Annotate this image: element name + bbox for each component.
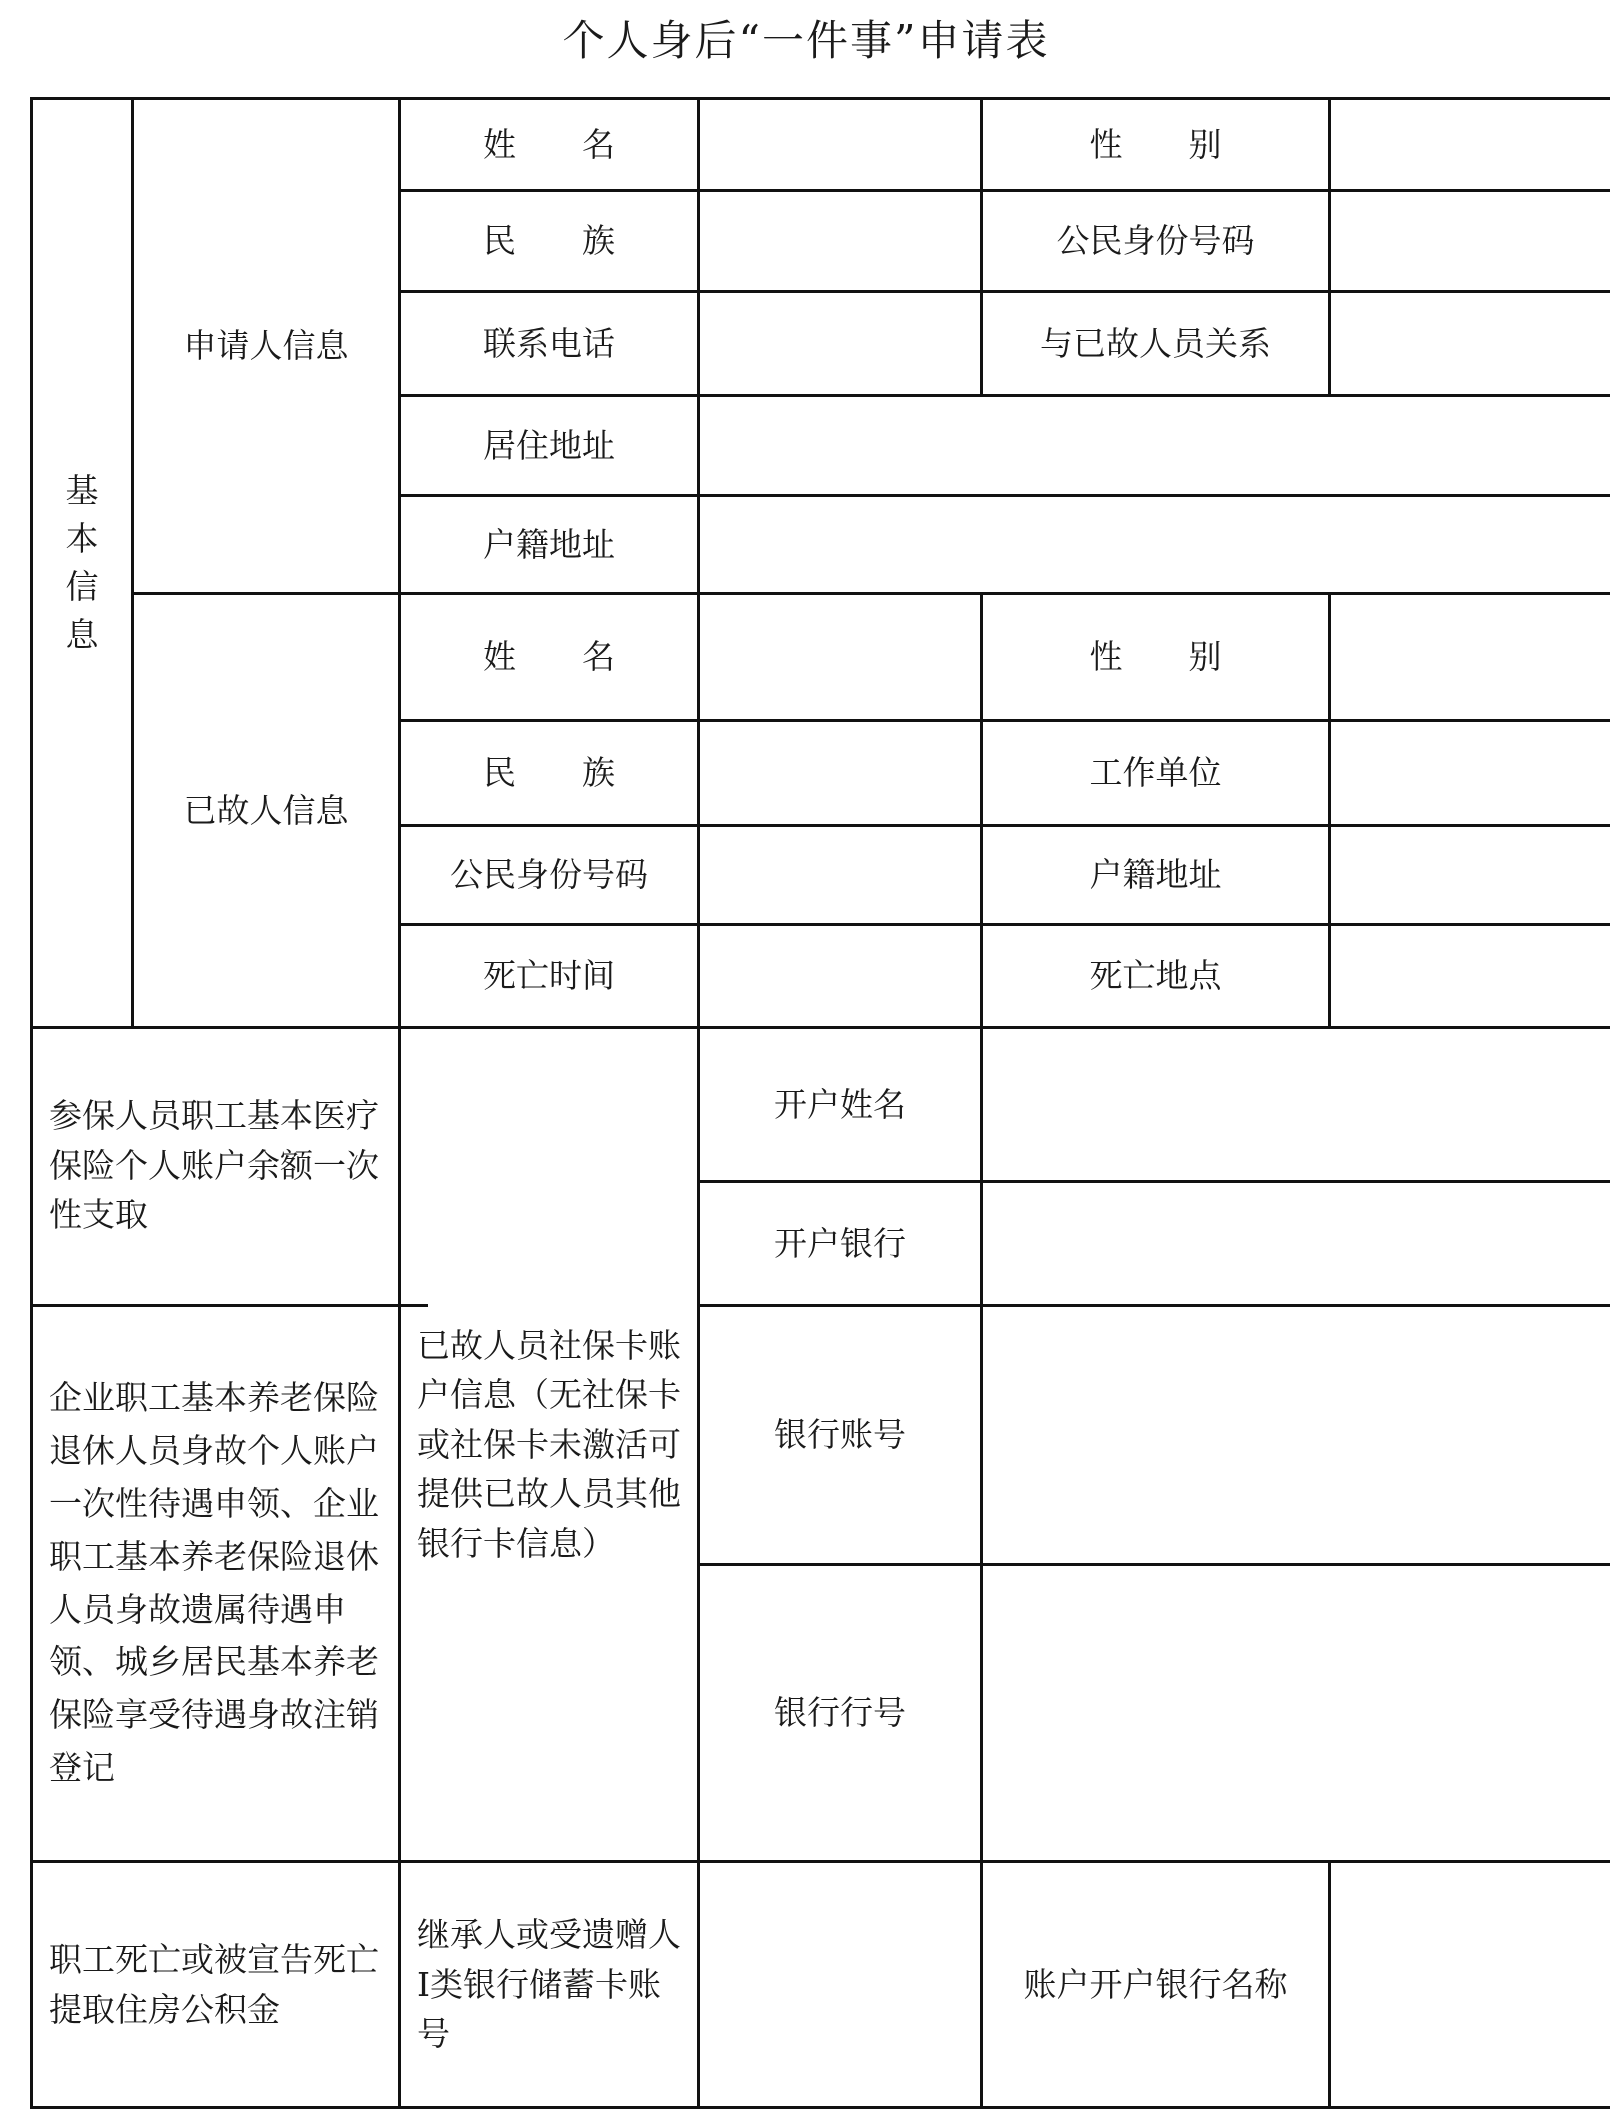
applicant-household-field[interactable]	[700, 497, 1610, 592]
social-security-card-info-label: 已故人员社保卡账户信息（无社保卡或社保卡未激活可提供已故人员其他银行卡信息）	[417, 1325, 681, 1563]
heir-account-field[interactable]	[700, 1863, 980, 2106]
deceased-id-number-field[interactable]	[700, 827, 980, 923]
deceased-gender-field[interactable]	[1331, 595, 1610, 719]
deceased-section-label: 已故人信息	[183, 790, 349, 830]
basic-info-group-label	[33, 100, 131, 1026]
bank-name-label: 账户开户银行名称	[1023, 1964, 1288, 2004]
applicant-ethnicity-field[interactable]	[700, 192, 980, 290]
deceased-name-field[interactable]	[700, 595, 980, 719]
group-label-char: 信	[65, 567, 99, 606]
applicant-gender-field[interactable]	[1331, 100, 1610, 189]
applicant-name-field[interactable]	[700, 100, 980, 189]
account-bank-label: 开户银行	[774, 1223, 906, 1263]
table-border-bottom	[30, 2106, 1610, 2109]
pension-item-label: 企业职工基本养老保险退休人员身故个人账户一次性待遇申领、企业职工基本养老保险退休人员身故遗属待遇申领、城乡居民基本养老保险享受待遇身故注销登记	[49, 1378, 379, 1787]
deceased-employer-label: 工作单位	[1089, 753, 1222, 793]
bank-code-field[interactable]	[983, 1566, 1610, 1860]
applicant-relation-label: 与已故人员关系	[1040, 323, 1271, 363]
applicant-residence-label: 居住地址	[483, 425, 615, 465]
housing-fund-item-label: 职工死亡或被宣告死亡提取住房公积金	[49, 1940, 379, 2029]
medical-insurance-item-label: 参保人员职工基本医疗保险个人账户余额一次性支取	[49, 1096, 379, 1234]
applicant-id-number-label: 公民身份号码	[1056, 221, 1255, 261]
group-label-char: 本	[65, 519, 99, 559]
deceased-ethnicity-label: 民 族	[483, 753, 615, 793]
applicant-household-label: 户籍地址	[483, 524, 615, 564]
applicant-phone-field[interactable]	[700, 293, 980, 394]
deceased-death-time-field[interactable]	[700, 926, 980, 1026]
deceased-employer-field[interactable]	[1331, 722, 1610, 824]
deceased-household-label: 户籍地址	[1089, 855, 1222, 895]
account-number-field[interactable]	[983, 1307, 1610, 1563]
heir-account-label: 继承人或受遗赠人Ⅰ类银行储蓄卡账号	[417, 1915, 681, 2054]
deceased-household-field[interactable]	[1331, 827, 1610, 923]
group-label-char: 息	[65, 614, 99, 654]
deceased-id-number-label: 公民身份号码	[450, 855, 648, 895]
applicant-phone-label: 联系电话	[483, 323, 615, 363]
applicant-id-number-field[interactable]	[1331, 192, 1610, 290]
deceased-death-place-field[interactable]	[1331, 926, 1610, 1026]
account-bank-field[interactable]	[983, 1183, 1610, 1304]
bank-code-label: 银行行号	[774, 1693, 906, 1733]
deceased-death-place-label: 死亡地点	[1089, 956, 1222, 996]
form-title: 个人身后“一件事”申请表	[562, 16, 1050, 65]
account-name-label: 开户姓名	[774, 1084, 906, 1124]
applicant-name-label: 姓 名	[483, 124, 615, 164]
applicant-residence-field[interactable]	[700, 397, 1610, 494]
account-number-label: 银行账号	[774, 1415, 906, 1455]
applicant-gender-label: 性 别	[1089, 124, 1222, 164]
group-label-char: 基	[65, 471, 99, 511]
deceased-name-label: 姓 名	[483, 637, 615, 677]
account-name-field[interactable]	[983, 1029, 1610, 1180]
applicant-section-label: 申请人信息	[183, 326, 349, 366]
bank-name-field[interactable]	[1331, 1863, 1610, 2106]
deceased-ethnicity-field[interactable]	[700, 722, 980, 824]
applicant-relation-field[interactable]	[1331, 293, 1610, 394]
deceased-death-time-label: 死亡时间	[483, 956, 615, 996]
applicant-ethnicity-label: 民 族	[483, 221, 615, 261]
deceased-gender-label: 性 别	[1089, 637, 1222, 677]
